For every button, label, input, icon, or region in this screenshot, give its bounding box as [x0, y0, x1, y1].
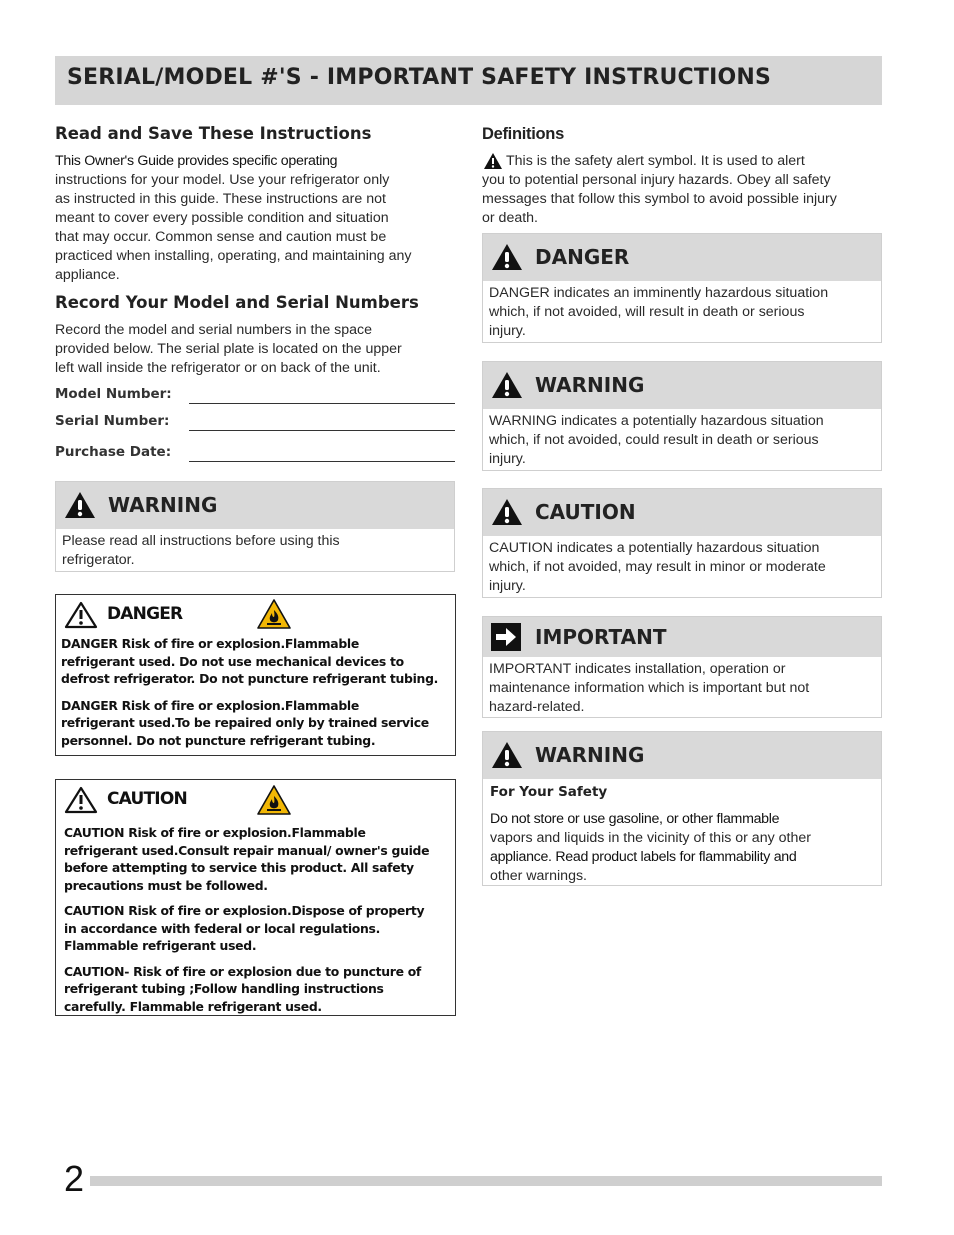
read-line: as instructed in this guide. These instructions are not [55, 191, 386, 207]
read-line: that may occur. Common sense and caution must be [55, 229, 387, 245]
warning-body [483, 409, 881, 473]
important-word: IMPORTANT [535, 625, 667, 649]
safety-alert-icon [491, 242, 523, 272]
safety-alert-icon [64, 601, 98, 629]
caution-paragraph [56, 963, 455, 1016]
danger-paragraph [56, 635, 455, 688]
important-def-line: hazard-related. [489, 699, 585, 715]
safety-line: Do not store or use gasoline, or other flammable [490, 811, 780, 827]
page-number: 2 [64, 1158, 85, 1199]
safety-line: vapors and liquids in the vicinity of this or any other [490, 830, 811, 846]
important-def-line: IMPORTANT indicates installation, operation or [489, 661, 786, 677]
danger-line: defrost refrigerator. Do not puncture refrigerant tubing. [61, 671, 439, 686]
danger-refrigerant-box [55, 594, 456, 756]
caution-line: before attempting to service this product. All safety [64, 860, 414, 875]
caution-line: CAUTION Risk of fire or explosion.Flammable [64, 825, 366, 840]
fire-warning-icon [256, 598, 292, 630]
caution-line: precautions must be followed. [64, 877, 268, 893]
danger-definition-box [482, 233, 882, 343]
danger-title: DANGER [107, 604, 183, 624]
warning-word: WARNING [535, 373, 645, 397]
read-line: meant to cover every possible condition and situation [55, 210, 389, 226]
danger-def-line: injury. [489, 323, 526, 339]
fire-warning-icon [256, 784, 292, 816]
safety-line: other warnings. [490, 868, 587, 884]
model-number-label: Model Number: [55, 386, 172, 402]
read-instructions [55, 152, 455, 285]
danger-line: refrigerant used. Do not use mechanical devices to [61, 653, 404, 669]
caution-refrigerant-box [55, 779, 456, 1016]
caution-line: refrigerant used.Consult repair manual/ owner's guide [64, 842, 430, 858]
warning-header [483, 362, 881, 409]
record-line: left wall inside the refrigerator or on back of the unit. [55, 360, 381, 376]
warning-word: WARNING [108, 493, 218, 517]
page-title: SERIAL/MODEL #'S - IMPORTANT SAFETY INSTRUCTIONS [67, 65, 772, 90]
safety-alert-icon [483, 152, 503, 170]
caution-definition-box [482, 488, 882, 598]
record-line: provided below. The serial plate is located on the upper [55, 341, 402, 357]
caution-line: carefully. Flammable refrigerant used. [64, 998, 322, 1014]
danger-body [483, 281, 881, 345]
important-body [483, 657, 881, 721]
warning-line: Please read all instructions before using this [62, 533, 340, 549]
caution-line: Flammable refrigerant used. [64, 938, 257, 953]
serial-number-line[interactable] [189, 430, 455, 431]
model-number-line[interactable] [189, 403, 455, 404]
caution-line: CAUTION Risk of fire or explosion.Dispose of property [64, 903, 425, 918]
safety-alert-icon [491, 740, 523, 770]
definitions-text [482, 152, 882, 228]
danger-def-line: which, if not avoided, will result in death or serious [489, 304, 805, 320]
safety-lines [490, 810, 874, 886]
purchase-date-line[interactable] [189, 461, 455, 462]
safety-warning-body [483, 779, 881, 886]
serial-number-label: Serial Number: [55, 413, 170, 429]
purchase-date-field[interactable] [55, 444, 455, 464]
safety-alert-icon [491, 497, 523, 527]
safety-alert-icon [491, 370, 523, 400]
read-line: practiced when installing, operating, and maintaining any [55, 248, 412, 264]
caution-body [483, 536, 881, 600]
def-line: messages that follow this symbol to avoid possible injury [482, 191, 837, 207]
warning-line: refrigerator. [62, 552, 135, 568]
danger-line: DANGER Risk of fire or explosion.Flammable [61, 697, 359, 713]
serial-number-field[interactable] [55, 413, 455, 433]
warning-definition-box [482, 361, 882, 471]
caution-line: in accordance with federal or local regulations. [64, 920, 380, 936]
warning-box [55, 481, 455, 572]
caution-line: CAUTION- Risk of fire or explosion due to puncture of [64, 963, 422, 979]
header-bar [55, 56, 882, 105]
danger-line: DANGER Risk of fire or explosion.Flammable [61, 636, 359, 651]
arrow-box-icon [491, 623, 521, 651]
caution-paragraph [56, 824, 455, 894]
caution-title-row [56, 780, 455, 816]
read-lead: This Owner's Guide provides specific operating [55, 153, 338, 169]
safety-warning-box [482, 731, 882, 886]
danger-word: DANGER [535, 245, 630, 269]
read-heading: Read and Save These Instructions [55, 124, 372, 143]
safety-alert-icon [64, 490, 96, 520]
warning-def-line: which, if not avoided, could result in death or serious [489, 432, 819, 448]
warning-header [56, 482, 454, 529]
danger-paragraph [56, 697, 455, 750]
important-def-line: maintenance information which is important but not [489, 680, 810, 696]
def-line: you to potential personal injury hazards. Obey all safety [482, 172, 831, 188]
caution-paragraph [56, 902, 455, 955]
record-instructions [55, 321, 455, 378]
caution-def-line: which, if not avoided, may result in minor or moderate [489, 559, 826, 575]
record-heading: Record Your Model and Serial Numbers [55, 293, 419, 312]
caution-word: CAUTION [535, 500, 636, 524]
footer-bar [90, 1176, 882, 1186]
danger-title-row [56, 595, 455, 631]
read-line: instructions for your model. Use your refrigerator only [55, 172, 390, 188]
read-line: appliance. [55, 267, 120, 283]
important-definition-box [482, 616, 882, 718]
safety-warning-word: WARNING [535, 743, 645, 767]
caution-header [483, 489, 881, 536]
warning-def-line: WARNING indicates a potentially hazardous situation [489, 413, 824, 429]
important-header [483, 617, 881, 657]
safety-line: appliance. Read product labels for flammability and [490, 849, 797, 865]
caution-def-line: CAUTION indicates a potentially hazardous situation [489, 540, 820, 556]
danger-def-line: DANGER indicates an imminently hazardous situation [489, 285, 829, 301]
def-line [482, 152, 882, 171]
caution-def-line: injury. [489, 578, 526, 594]
def-line-text: This is the safety alert symbol. It is used to alert [506, 153, 805, 169]
warning-body [56, 529, 454, 574]
danger-header [483, 234, 881, 281]
model-number-field[interactable] [55, 386, 455, 406]
def-line: or death. [482, 210, 539, 226]
safety-alert-icon [64, 786, 98, 814]
record-line: Record the model and serial numbers in the space [55, 322, 373, 338]
safety-warning-header [483, 732, 881, 779]
caution-title: CAUTION [107, 789, 187, 809]
warning-def-line: injury. [489, 451, 526, 467]
danger-line: refrigerant used.To be repaired only by trained service [61, 715, 429, 730]
purchase-date-label: Purchase Date: [55, 444, 172, 460]
danger-line: personnel. Do not puncture refrigerant tubing. [61, 732, 376, 748]
safety-subheading: For Your Safety [490, 784, 608, 800]
definitions-heading: Definitions [482, 125, 564, 143]
caution-line: refrigerant tubing ;Follow handling instructions [64, 981, 384, 996]
